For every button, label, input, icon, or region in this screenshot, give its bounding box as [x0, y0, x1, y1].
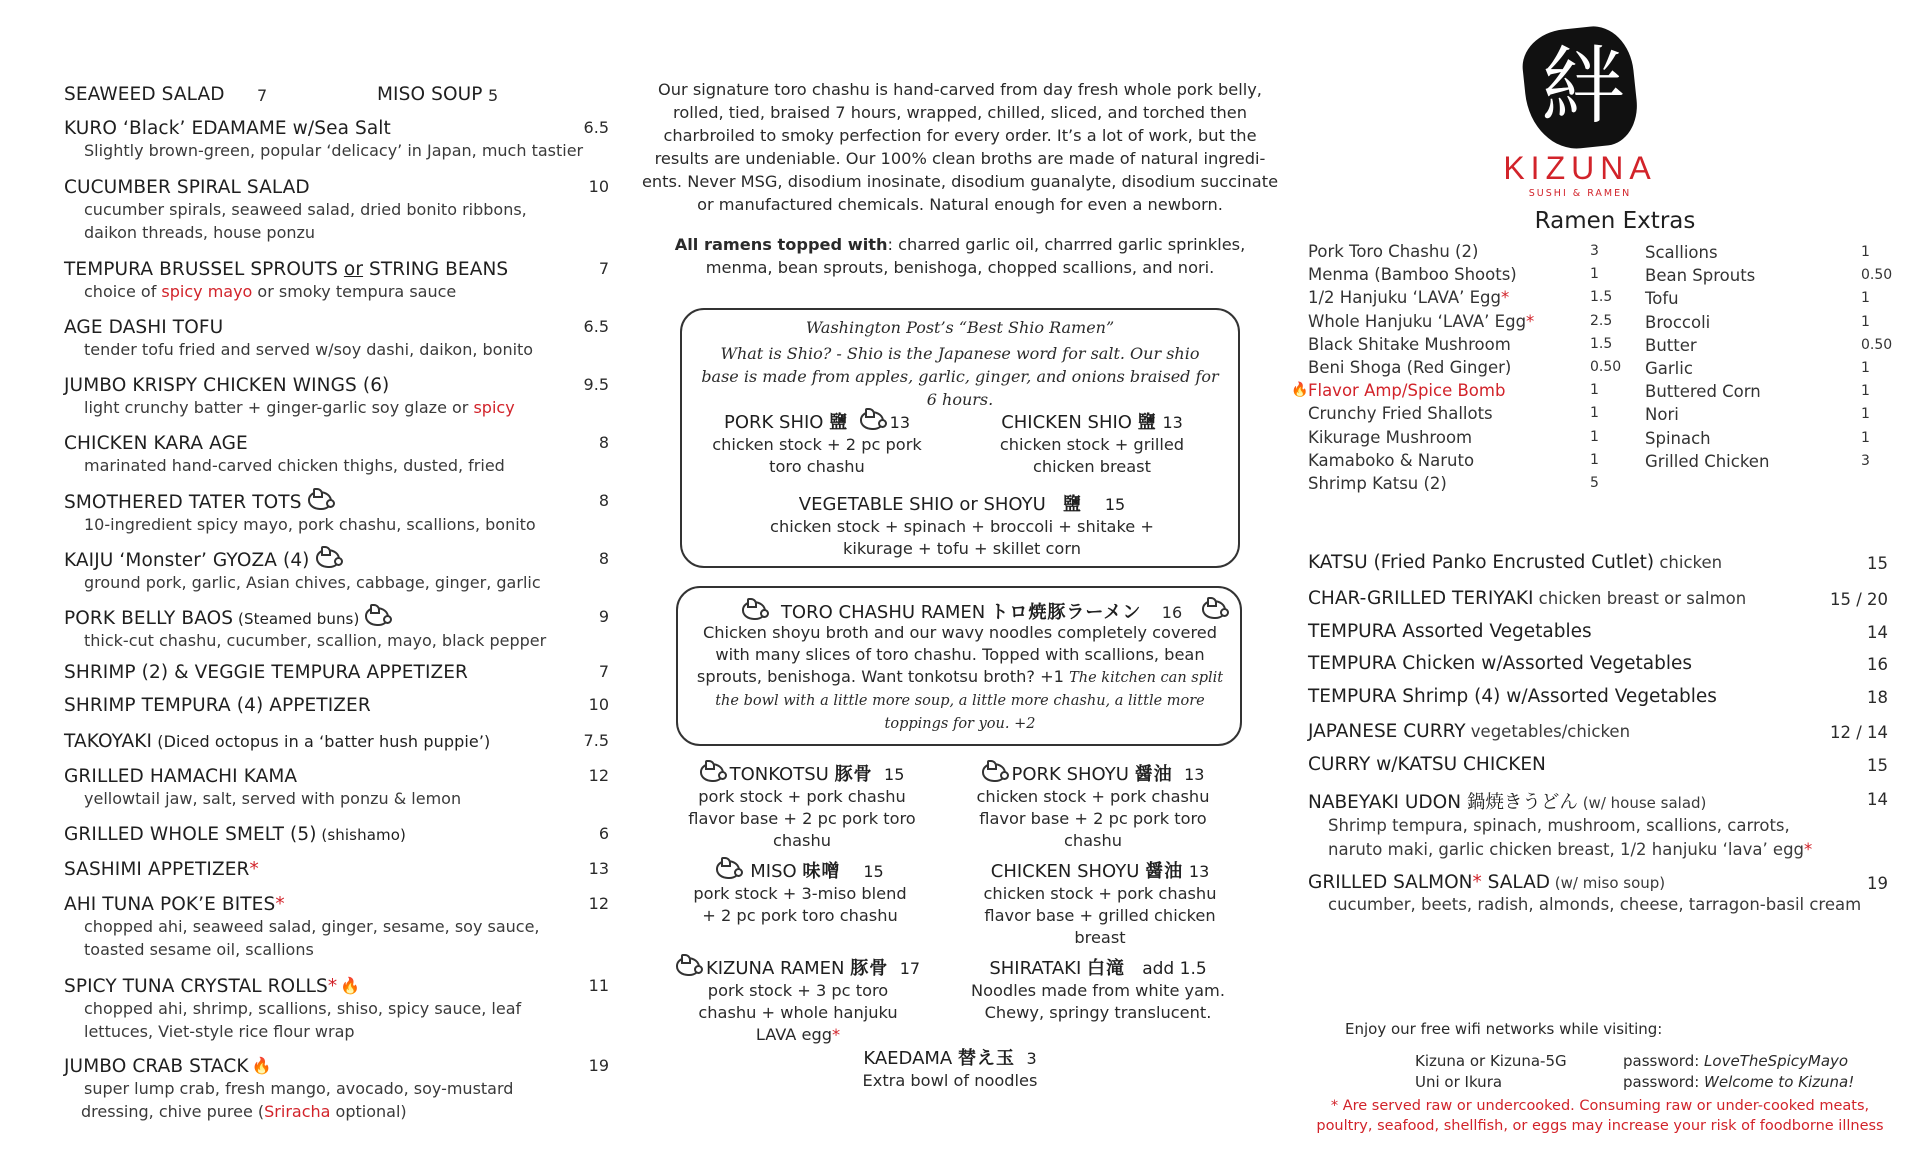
- extra-name: Garlic: [1645, 358, 1693, 378]
- extra-price: 0.50: [1861, 267, 1893, 284]
- item-name: TAKOYAKI (Diced octopus in a ‘batter hush puppie’): [64, 731, 491, 752]
- extra-name: 1/2 Hanjuku ‘LAVA’ Egg: [1308, 288, 1501, 308]
- starter-item: [64, 118, 609, 177]
- item-name: TEMPURA BRUSSEL SPROUTS or STRING BEANS: [64, 259, 509, 280]
- starter-item: [64, 894, 609, 976]
- starter-item: [64, 84, 609, 114]
- wifi-network-row: Uni or Ikura password: Welcome to Kizuna!: [1415, 1073, 1855, 1091]
- extra-price: 1: [1861, 429, 1870, 446]
- starter-item: [64, 259, 609, 317]
- item-price: 5: [488, 86, 499, 105]
- item-desc: Slightly brown-green, popular ‘delicacy’ in Japan, much tastier: [84, 141, 584, 160]
- extra-price: 1: [1861, 359, 1870, 376]
- entree-item: CHAR-GRILLED TERIYAKI chicken breast or salmon 15 / 20: [1308, 588, 1888, 609]
- extra-item: Whole Hanjuku ‘LAVA’ Egg* 2.5: [1308, 311, 1613, 331]
- entree-item: TEMPURA Assorted Vegetables 14: [1308, 621, 1888, 642]
- starter-item: [64, 859, 609, 894]
- item-price: 19: [588, 1056, 609, 1075]
- starters-list: [64, 84, 609, 1138]
- item-name: MISO SOUP: [377, 84, 483, 105]
- shio-ramen-box: [680, 308, 1240, 568]
- item-name: CUCUMBER SPIRAL SALAD: [64, 177, 310, 198]
- extra-price: 1: [1861, 290, 1870, 307]
- item-name: JUMBO KRISPY CHICKEN WINGS (6): [64, 375, 390, 396]
- extra-price: 1: [1861, 244, 1870, 260]
- extra-name: Pork Toro Chashu (2): [1308, 242, 1479, 261]
- extra-price: 1: [1861, 313, 1870, 330]
- item-name: SPICY TUNA CRYSTAL ROLLS* 🔥: [64, 976, 361, 997]
- starter-item: [64, 433, 609, 491]
- extra-price: 1: [1590, 428, 1599, 445]
- item-desc: daikon threads, house ponzu: [84, 223, 316, 242]
- logo-subtitle: SUSHI & RAMEN: [1528, 188, 1632, 199]
- kitchen-entrees-list: [1308, 552, 1888, 932]
- extra-item: [1308, 240, 1608, 263]
- item-desc: light crunchy batter + ginger-garlic soy glaze or spicy: [84, 398, 515, 417]
- item-price: 8: [598, 549, 609, 568]
- pork-icon: [676, 957, 700, 976]
- shio-quote: Washington Post’s “Best Shio Ramen”: [805, 318, 1115, 337]
- item-price: 7: [598, 662, 609, 681]
- pork-icon: [316, 549, 340, 568]
- extra-item: [1308, 402, 1608, 425]
- item-price: 6.5: [583, 317, 609, 336]
- extra-name: Shrimp Katsu (2): [1308, 473, 1447, 493]
- spicy-flame-icon: 🔥: [251, 1056, 272, 1075]
- wifi-network-row: Kizuna or Kizuna-5G password: LoveTheSpicyMayo: [1415, 1052, 1849, 1070]
- starter-item: [64, 491, 609, 549]
- item-name: CHICKEN KARA AGE: [64, 433, 248, 454]
- shio-explain: What is Shio? - Shio is the Japanese word for salt. Our shio base is made from apples, garlic, ginger, and onions braised for 6 hours.: [701, 344, 1219, 409]
- item-price: 7: [257, 86, 268, 105]
- chicken-shio-item: CHICKEN SHIO 鹽 13 chicken stock + grilled chicken breast: [999, 412, 1185, 476]
- extra-name: Spinach: [1645, 428, 1711, 448]
- item-desc: thick-cut chashu, cucumber, scallion, mayo, black pepper: [84, 631, 547, 650]
- item-name: KURO ‘Black’ EDAMAME w/Sea Salt: [64, 118, 391, 139]
- starter-item: [64, 824, 609, 859]
- item-price: 6.5: [583, 118, 609, 137]
- miso-item: MISO 味噌 15 pork stock + 3-miso blend + 2 pc pork toro chashu: [693, 861, 907, 925]
- raw-food-disclaimer: * Are served raw or undercooked. Consuming raw or under-cooked meats, poultry, seafood, shellfish, or eggs may increase your risk of foodborne illness: [1316, 1098, 1884, 1134]
- logo-kanji: 絆: [1540, 37, 1625, 135]
- extra-name: Flavor Amp/Spice Bomb: [1308, 381, 1506, 401]
- extra-name: Buttered Corn: [1645, 382, 1761, 402]
- item-desc: lettuces, Viet-style rice flour wrap: [84, 1022, 355, 1041]
- item-price: 10: [588, 695, 609, 714]
- item-desc: ground pork, garlic, Asian chives, cabbage, ginger, garlic: [84, 573, 541, 592]
- extra-price: 1: [1861, 406, 1870, 423]
- extra-price: 0.50: [1590, 358, 1622, 375]
- item-name: SHRIMP TEMPURA (4) APPETIZER: [64, 695, 371, 716]
- item-name: AHI TUNA POK’E BITES*: [64, 894, 285, 915]
- extra-price: 1: [1590, 405, 1599, 422]
- extra-name: Kikurage Mushroom: [1308, 427, 1473, 447]
- extra-item: [1645, 403, 1915, 426]
- extra-item: [1308, 426, 1608, 449]
- item-price: 8: [598, 433, 609, 452]
- extra-item: [1308, 356, 1622, 379]
- starter-item: [64, 731, 609, 766]
- starter-item: [64, 549, 609, 607]
- chicken-shoyu-item: CHICKEN SHOYU 醤油 13 chicken stock + pork chashu flavor base + grilled chicken breast: [983, 861, 1217, 947]
- item-price: 13: [588, 859, 609, 878]
- item-name: GRILLED WHOLE SMELT (5) (shishamo): [64, 824, 406, 845]
- ramen-extras-title: Ramen Extras: [1534, 208, 1696, 234]
- item-name: SASHIMI APPETIZER*: [64, 859, 259, 880]
- pork-icon: [1202, 600, 1226, 619]
- pork-icon: [716, 860, 740, 879]
- item-desc: tender tofu fried and served w/soy dashi, daikon, bonito: [84, 340, 534, 359]
- extra-price: 1: [1590, 266, 1599, 283]
- extra-item: [1645, 264, 1915, 287]
- item-price: 12: [588, 766, 609, 785]
- starter-item: [64, 976, 609, 1056]
- kitchen-entrees-header: Kitchen Entrées (with miso soup, house salad, & rice): [1306, 508, 1904, 544]
- item-price: 7.5: [583, 731, 609, 750]
- item-desc: choice of spicy mayo or smoky tempura sauce: [84, 282, 457, 301]
- item-desc: toasted sesame oil, scallions: [84, 940, 314, 959]
- extra-item: [1645, 241, 1915, 264]
- extra-name: Menma (Bamboo Shoots): [1308, 265, 1517, 285]
- item-desc: dressing, chive puree (Sriracha optional): [81, 1102, 407, 1121]
- extra-price: 1: [1590, 451, 1599, 468]
- starter-item: [64, 695, 609, 731]
- extra-name: Black Shitake Mushroom: [1308, 334, 1511, 354]
- extra-item: [1645, 334, 1915, 357]
- extra-price: 3: [1861, 452, 1870, 469]
- starter-item: [64, 766, 609, 824]
- extra-name: Kamaboko & Naruto: [1308, 450, 1475, 470]
- extra-name: Whole Hanjuku ‘LAVA’ Egg: [1308, 311, 1527, 331]
- starter-item: [64, 177, 609, 259]
- item-name: AGE DASHI TOFU: [64, 317, 224, 338]
- extras-list-left: [1291, 240, 1622, 495]
- extra-price: 5: [1590, 474, 1599, 491]
- extra-price: 1.5: [1590, 289, 1613, 306]
- entree-item: JAPANESE CURRY vegetables/chicken 12 / 14: [1308, 721, 1888, 742]
- starter-item: [64, 662, 609, 695]
- extra-name: Butter: [1645, 335, 1697, 355]
- item-price: 9: [598, 607, 609, 626]
- extra-price: 3: [1590, 243, 1599, 259]
- starter-item: [64, 607, 609, 662]
- extra-item: [1308, 333, 1613, 356]
- extra-item: [1645, 450, 1915, 473]
- extra-name: Grilled Chicken: [1645, 451, 1770, 471]
- item-name: PORK BELLY BAOS (Steamed buns): [64, 607, 609, 629]
- item-price: 7: [598, 259, 609, 278]
- item-price: 6: [598, 824, 609, 843]
- pork-icon: [308, 491, 332, 510]
- item-desc: 10-ingredient spicy mayo, pork chashu, scallions, bonito: [84, 515, 536, 534]
- item-name: JUMBO CRAB STACK 🔥: [64, 1056, 272, 1077]
- vegetable-shio-item: VEGETABLE SHIO or SHOYU 鹽 15 chicken stock + spinach + broccoli + shitake + kikurage + tofu + skillet corn: [770, 494, 1154, 558]
- pork-shoyu-item: PORK SHOYU 醤油 13 chicken stock + pork chashu flavor base + 2 pc pork toro chashu: [976, 764, 1210, 850]
- logo-wordmark: KIZUNA: [1503, 150, 1657, 186]
- extra-name: Nori: [1645, 405, 1679, 425]
- extra-name: Bean Sprouts: [1645, 266, 1756, 286]
- extra-item: [1645, 287, 1915, 310]
- item-desc: marinated hand-carved chicken thighs, dusted, fried: [84, 456, 505, 475]
- extra-name: Scallions: [1645, 243, 1718, 262]
- wifi-intro: Enjoy our free wifi networks while visiting:: [1345, 1020, 1663, 1038]
- starters-header: Starters: [74, 36, 236, 74]
- kizuna-ramen-item: KIZUNA RAMEN 豚骨 17 pork stock + 3 pc toro chashu + whole hanjuku LAVA egg*: [664, 954, 932, 1046]
- pork-shio-item: PORK SHIO 鹽 13 chicken stock + 2 pc pork toro chashu: [712, 412, 922, 476]
- ramen-intro: Our signature toro chashu is hand-carved from day fresh whole pork belly, rolled, tied, braised 7 hours, wrapped, chilled, sliced, and torched then charbroiled to smoky perfection for every order. It’s a lot of work, but the results are undeniable. Our 100% clean broths are made of natural ingredi-ents. Never MSG, disodium inosinate, disodium guanalyte, disodium succinate or manufactured chemicals. Natural enough for even a newborn.: [641, 80, 1279, 214]
- extra-name: Tofu: [1645, 289, 1679, 309]
- item-desc: chopped ahi, seaweed salad, ginger, sesame, soy sauce,: [84, 917, 540, 936]
- pork-icon: [700, 763, 724, 782]
- extra-price: 1: [1590, 382, 1599, 399]
- pork-icon: [982, 763, 1006, 782]
- spicy-flame-icon: 🔥: [1291, 382, 1309, 399]
- entree-item: TEMPURA Shrimp (4) w/Assorted Vegetables 18: [1308, 686, 1888, 707]
- extra-name: Beni Shoga (Red Ginger): [1308, 357, 1512, 377]
- extra-item: [1645, 357, 1915, 380]
- pork-icon: [365, 607, 389, 626]
- item-price: 12: [588, 894, 609, 913]
- extra-item: [1645, 380, 1915, 403]
- item-price: 10: [588, 177, 609, 196]
- entree-item: CURRY w/KATSU CHICKEN 15: [1308, 754, 1888, 775]
- extras-list-right: [1645, 241, 1915, 473]
- extra-item: [1308, 472, 1608, 495]
- extra-item: [1645, 427, 1915, 450]
- entree-item: TEMPURA Chicken w/Assorted Vegetables 16: [1308, 653, 1888, 674]
- starter-item: [64, 1056, 609, 1138]
- kaedama-item: KAEDAMA 替え玉 3 Extra bowl of noodles: [862, 1048, 1038, 1090]
- toro-desc: Chicken shoyu broth and our wavy noodles completely covered with many slices of toro chashu. Topped with scallions, bean sprouts, benishoga. Want tonkotsu broth? +1 The kitchen can split the bowl with a little more soup, a little more chashu, a little more toppings for you. +2: [696, 623, 1224, 732]
- pork-icon: [860, 411, 884, 430]
- item-price: 11: [588, 976, 609, 995]
- item-desc: chopped ahi, shrimp, scallions, shiso, spicy sauce, leaf: [84, 999, 522, 1018]
- wifi-info: [1345, 1020, 1905, 1094]
- pork-icon: [742, 601, 766, 620]
- starter-item: [64, 317, 609, 375]
- extra-name: Crunchy Fried Shallots: [1308, 404, 1493, 424]
- extra-price: 2.5: [1590, 312, 1613, 329]
- spicy-flame-icon: 🔥: [340, 976, 361, 995]
- extra-price: 1.5: [1590, 335, 1613, 352]
- ramen-header: Ramen ラーメン: [825, 31, 1100, 78]
- item-name: SHRIMP (2) & VEGGIE TEMPURA APPETIZER: [64, 662, 469, 683]
- item-name: GRILLED HAMACHI KAMA: [64, 766, 298, 787]
- item-name: SEAWEED SALAD: [64, 84, 225, 105]
- extra-item: [1291, 379, 1608, 402]
- shirataki-item: SHIRATAKI 白滝 add 1.5 Noodles made from white yam. Chewy, springy translucent.: [971, 958, 1225, 1022]
- toro-chashu-box: [676, 586, 1242, 746]
- item-price: 8: [598, 491, 609, 510]
- item-name: KAIJU ‘Monster’ GYOZA (4): [64, 549, 609, 571]
- extra-price: 1: [1861, 383, 1870, 400]
- extra-item: 1/2 Hanjuku ‘LAVA’ Egg* 1.5: [1308, 288, 1613, 308]
- item-desc: super lump crab, fresh mango, avocado, soy-mustard: [84, 1079, 514, 1098]
- ramen-toppings: All ramens topped with: charred garlic oil, charrred garlic sprinkles, menma, bean sprouts, benishoga, chopped scallions, and nori.: [674, 235, 1246, 277]
- entree-item: KATSU (Fried Panko Encrusted Cutlet) chicken 15: [1308, 552, 1888, 573]
- item-price: 9.5: [583, 375, 609, 394]
- item-desc: cucumber spirals, seaweed salad, dried bonito ribbons,: [84, 200, 527, 219]
- extra-item: [1645, 311, 1915, 334]
- item-desc: yellowtail jaw, salt, served with ponzu & lemon: [84, 789, 462, 808]
- starter-item: [64, 375, 609, 433]
- tonkotsu-item: TONKOTSU 豚骨 15 pork stock + pork chashu flavor base + 2 pc pork toro chashu: [688, 764, 916, 850]
- toro-title: TORO CHASHU RAMEN トロ焼豚ラーメン 16: [678, 598, 1240, 624]
- extra-name: Broccoli: [1645, 312, 1711, 332]
- kizuna-logo: [1495, 28, 1665, 203]
- extra-item: [1308, 263, 1608, 286]
- entree-item: NABEYAKI UDON 鍋焼きうどん (w/ house salad) 14 Shrimp tempura, spinach, mushroom, scallions, carrots, naruto maki, garlic chicken breast, 1/2 hanjuku ‘lava’ egg*: [1308, 790, 1888, 859]
- extra-item: [1308, 449, 1608, 472]
- item-name: SMOTHERED TATER TOTS: [64, 491, 609, 513]
- entree-item: GRILLED SALMON* SALAD (w/ miso soup) 19 cucumber, beets, radish, almonds, cheese, tarragon-basil cream: [1308, 872, 1888, 914]
- extra-price: 0.50: [1861, 336, 1893, 353]
